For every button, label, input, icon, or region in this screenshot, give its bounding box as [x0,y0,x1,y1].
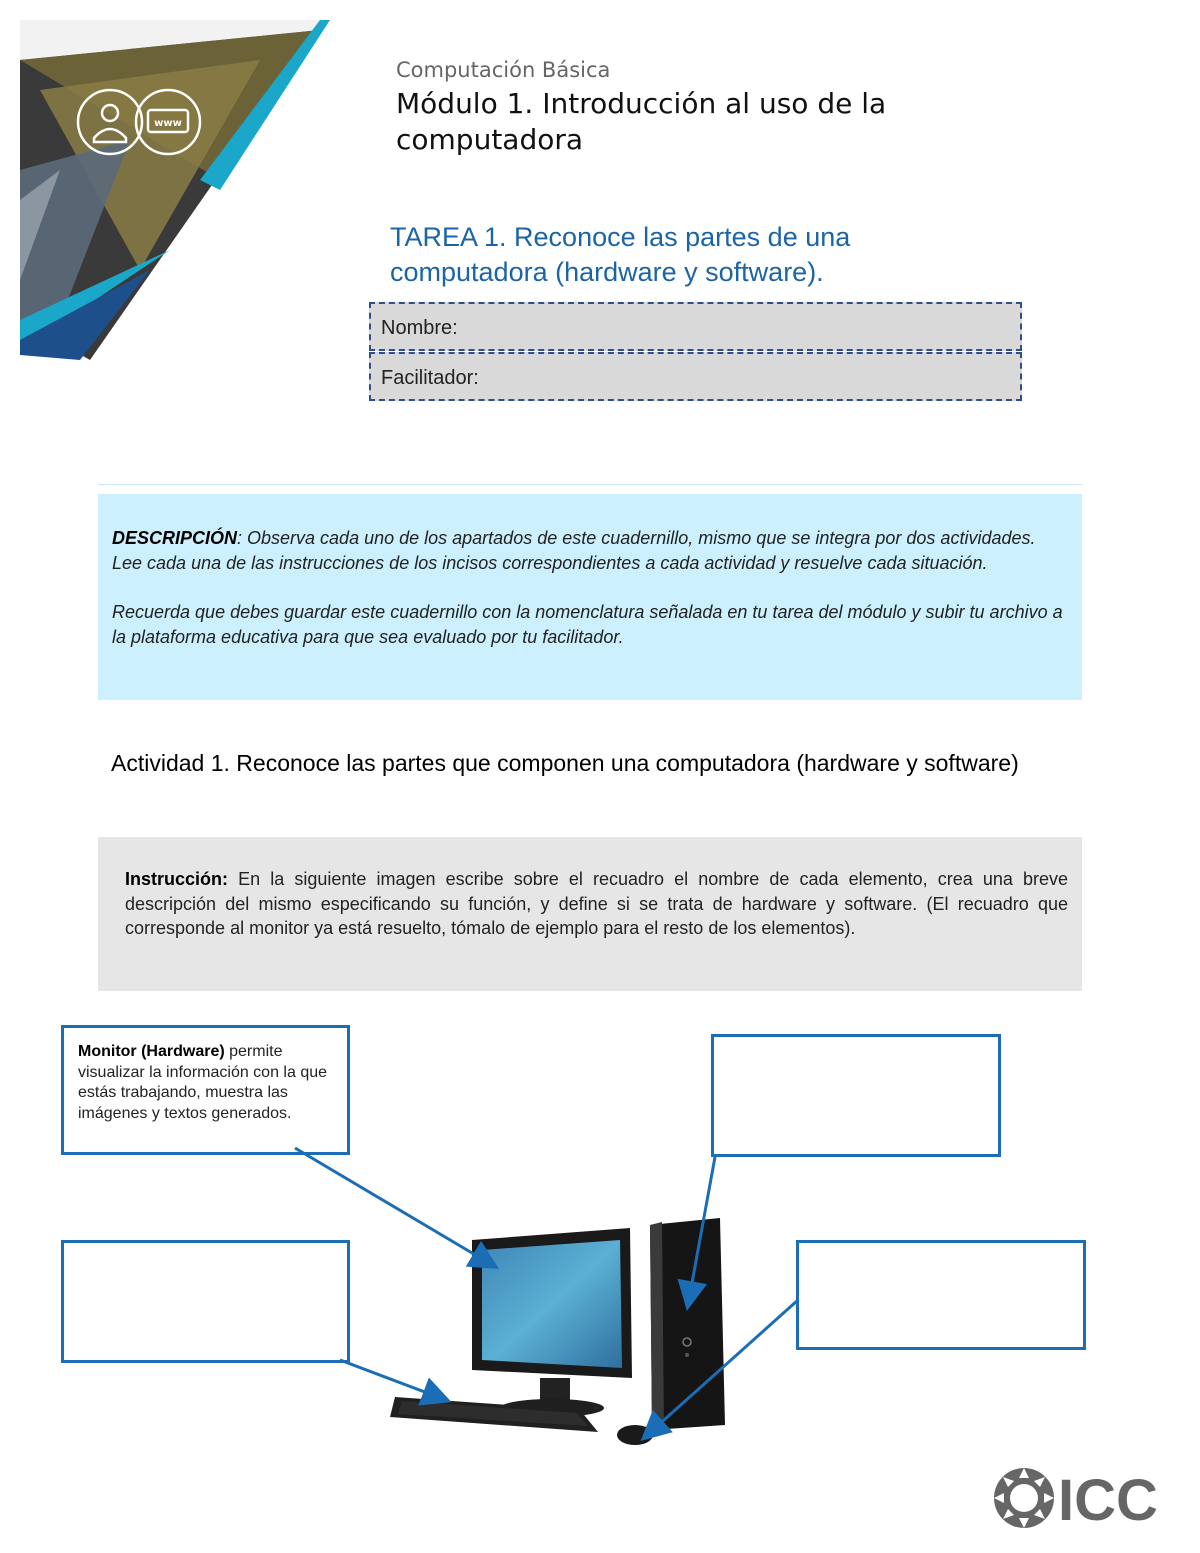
facilitator-field[interactable] [369,352,1022,401]
header-decoration [20,20,330,365]
keyboard-label-box[interactable] [61,1240,350,1363]
www-icon-text: www [154,118,182,129]
instruction-label: Instrucción: [125,869,229,889]
cpu-label-box[interactable] [711,1034,1001,1157]
monitor-label-title: Monitor (Hardware) [78,1043,225,1060]
description-text-1: : Observa cada uno de los apartados de este cuadernillo, mismo que se integra por dos actividades. Lee cada una de las instrucciones de los incisos correspondientes a cada actividad y resuelve cada situación. [112,528,1036,573]
mouse-image [617,1425,653,1445]
course-title: Computación Básica [396,58,611,82]
activity-title: Actividad 1. Reconoce las partes que componen una computadora (hardware y software) [111,750,1019,776]
cpu-tower-image [650,1218,725,1432]
description-paragraph-2: Recuerda que debes guardar este cuadernillo con la nomenclatura señalada en tu tarea del módulo y subir tu archivo a la plataforma educativa para que sea evaluado por tu facilitador. [112,602,1063,647]
divider [98,484,1082,485]
icc-logo-text: ICC [1058,1468,1158,1533]
module-title: Módulo 1. Introducción al uso de la computadora [396,87,887,156]
name-field[interactable] [369,302,1022,351]
monitor-label-box[interactable] [61,1025,350,1155]
monitor-image [472,1228,632,1417]
instruction-text: En la siguiente imagen escribe sobre el recuadro el nombre de cada elemento, crea una breve descripción del mismo especificando su función, y define si se trata de hardware y software. (El recuadro que corresponde al monitor ya está resuelto, tómalo de ejemplo para el resto de los elementos). [125,869,1068,938]
icc-logo [990,1465,1180,1531]
mouse-label-box[interactable] [796,1240,1086,1350]
description-paragraph-1 [112,526,1068,576]
name-label: Nombre: [381,317,458,339]
monitor-label-text: permite visualizar la información con la que estás trabajando, muestra las imágenes y textos generados. [78,1043,328,1122]
description-label: DESCRIPCIÓN [112,528,238,548]
facilitator-label: Facilitador: [381,367,479,389]
instruction-box [98,837,1082,991]
task-title: TAREA 1. Reconoce las partes de una computadora (hardware y software). [390,222,851,287]
description-box [98,494,1082,700]
icc-logo-icon [994,1468,1054,1528]
computer-illustration [380,1210,740,1465]
